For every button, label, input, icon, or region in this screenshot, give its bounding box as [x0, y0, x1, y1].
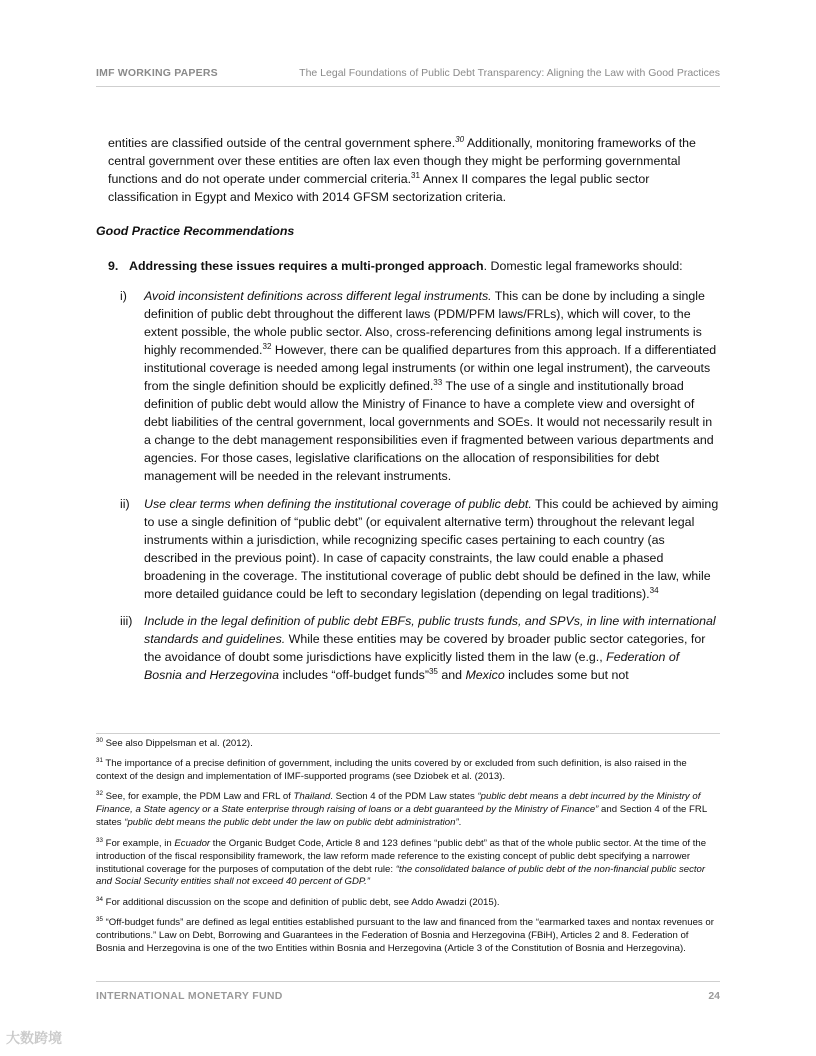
footer-divider [96, 981, 720, 982]
list-label: iii) [120, 614, 133, 628]
footnote-ref-32[interactable]: 32 [262, 341, 272, 351]
footnote-ref-33[interactable]: 33 [433, 377, 443, 387]
header-divider [96, 86, 720, 87]
list-text: Include in the legal definition of public debt EBFs, public trusts funds, and SPVs, in line with international standards and guidelines. While these entities may be covered by broader public sector categories, for the avoidance of doubt some jurisdictions have explicitly listed them in the law (e.g., Federation of Bosnia and Herzegovina includes “off-budget funds”$^{35}$ and Mexico includes some but not [144, 614, 716, 682]
footnote-34: $^{34}$ For additional discussion on the scope and definition of public debt, see Addo Awadzi (2015). [96, 895, 500, 908]
footnote-32: $^{32}$ See, for example, the PDM Law and FRL of Thailand. Section 4 of the PDM Law states “public debt means a debt incurred by the Ministry of Finance, a State agency or a State enterprise through raising of loans or a debt guaranteed by the Ministry of Finance” and Section 4 of the FRL states “public debt means the public debt under the law on public debt administration”. [96, 789, 707, 828]
section-title: Good Practice Recommendations [96, 224, 295, 238]
footnote-ref-34[interactable]: 34 [649, 585, 659, 595]
header-series: IMF WORKING PAPERS [96, 67, 218, 79]
list-text: Avoid inconsistent definitions across different legal instruments. This can be done by including a single definition of public debt throughout the different laws (PDM/PFM laws/FRLs), which will cover, to the extent possible, the whole public sector. Also, cross-referencing definitions among legal instruments is highly recommended.$^{32}$ However, there can be qualified departures from this approach. If a differentiated institutional coverage is needed among legal instruments (or within one legal instrument), the carveouts from the single definition should be explicitly defined.$^{33}$ The use of a single and institutionally broad definition of public debt would allow the Ministry of Finance to have a complete view and oversight of debt liabilities of the central government, local governments and SOEs. It would not necessarily result in a change to the debt management responsibilities even if fragmented between various departments and agencies. For those cases, legislative clarifications on the allocation of responsibilities for debt management will be needed in the relevant instruments. [144, 289, 717, 483]
body-paragraph: entities are classified outside of the central government sphere.$^{30}$ Additionally, monitoring frameworks of the central government over these entities are often lax even though they might be performing governmental functions and do not operate under commercial criteria.$^{31}$ Annex II compares the legal public sector classification in Egypt and Mexico with 2014 GFSM sectorization criteria. [108, 134, 696, 204]
list-text: Use clear terms when defining the institutional coverage of public debt. This could be achieved by aiming to use a single definition of “public debt” (or equivalent alternative term) throughout the relevant legal instruments within a jurisdiction, while recognizing specific cases pertaining to each country (as described in the previous point). In case of capacity constraints, the law could enable a phased broadening in the coverage. The institutional coverage of public debt should be defined in the law, while more detailed guidance could be left to secondary legislation (depending on legal traditions).$^{34}$ [144, 497, 719, 601]
footnote-ref-30[interactable]: 30 [455, 134, 465, 144]
page-number: 24 [708, 990, 720, 1002]
numbered-item-9: 9. Addressing these issues requires a multi-pronged approach. Domestic legal frameworks should: [108, 259, 683, 273]
footnote-ref-31[interactable]: 31 [411, 170, 420, 180]
watermark-logo: 大数跨境 [6, 1030, 62, 1046]
item-number: 9. [108, 259, 119, 273]
footnote-31: $^{31}$ The importance of a precise definition of government, including the units covered by or excluded from such definition, is also raised in the context of the design and implementation of IMF-supported programs (see Dziobek et al. (2013). [96, 756, 687, 782]
footnote-35: $^{35}$ “Off-budget funds” are defined as legal entities established pursuant to the law and financed from the “earmarked taxes and nontax revenues or contributions.” Law on Debt, Borrowing and Guarantees in the Federation of Bosnia and Herzegovina (FBiH), Articles 2 and 8. Federation of Bosnia and Herzegovina is one of the two Entities within Bosnia and Herzegovina (Article 3 of the Constitution of Bosnia and Herzegovina). [96, 915, 714, 954]
footer-org: INTERNATIONAL MONETARY FUND [96, 990, 283, 1002]
item-lead: Addressing these issues requires a multi-pronged approach [129, 259, 484, 273]
footnote-ref-35[interactable]: 35 [428, 666, 438, 676]
header-title: The Legal Foundations of Public Debt Transparency: Aligning the Law with Good Practices [299, 67, 720, 79]
footnote-33: $^{33}$ For example, in Ecuador the Organic Budget Code, Article 8 and 123 defines “public debt” as that of the whole public sector. At the time of the introduction of the fiscal responsibility framework, the law reform made reference to the existing concept of public debt specifying a narrower institutional coverage for the purposes of computation of the debt rule: “the consolidated balance of public debt of the non-financial public sector and Social Security entities shall not exceed 40 percent of GDP.” [96, 836, 707, 888]
footnote-divider [96, 733, 720, 734]
footnote-30: $^{30}$ See also Dippelsman et al. (2012). [96, 736, 253, 749]
list-label: ii) [120, 497, 130, 511]
list-label: i) [120, 289, 127, 303]
